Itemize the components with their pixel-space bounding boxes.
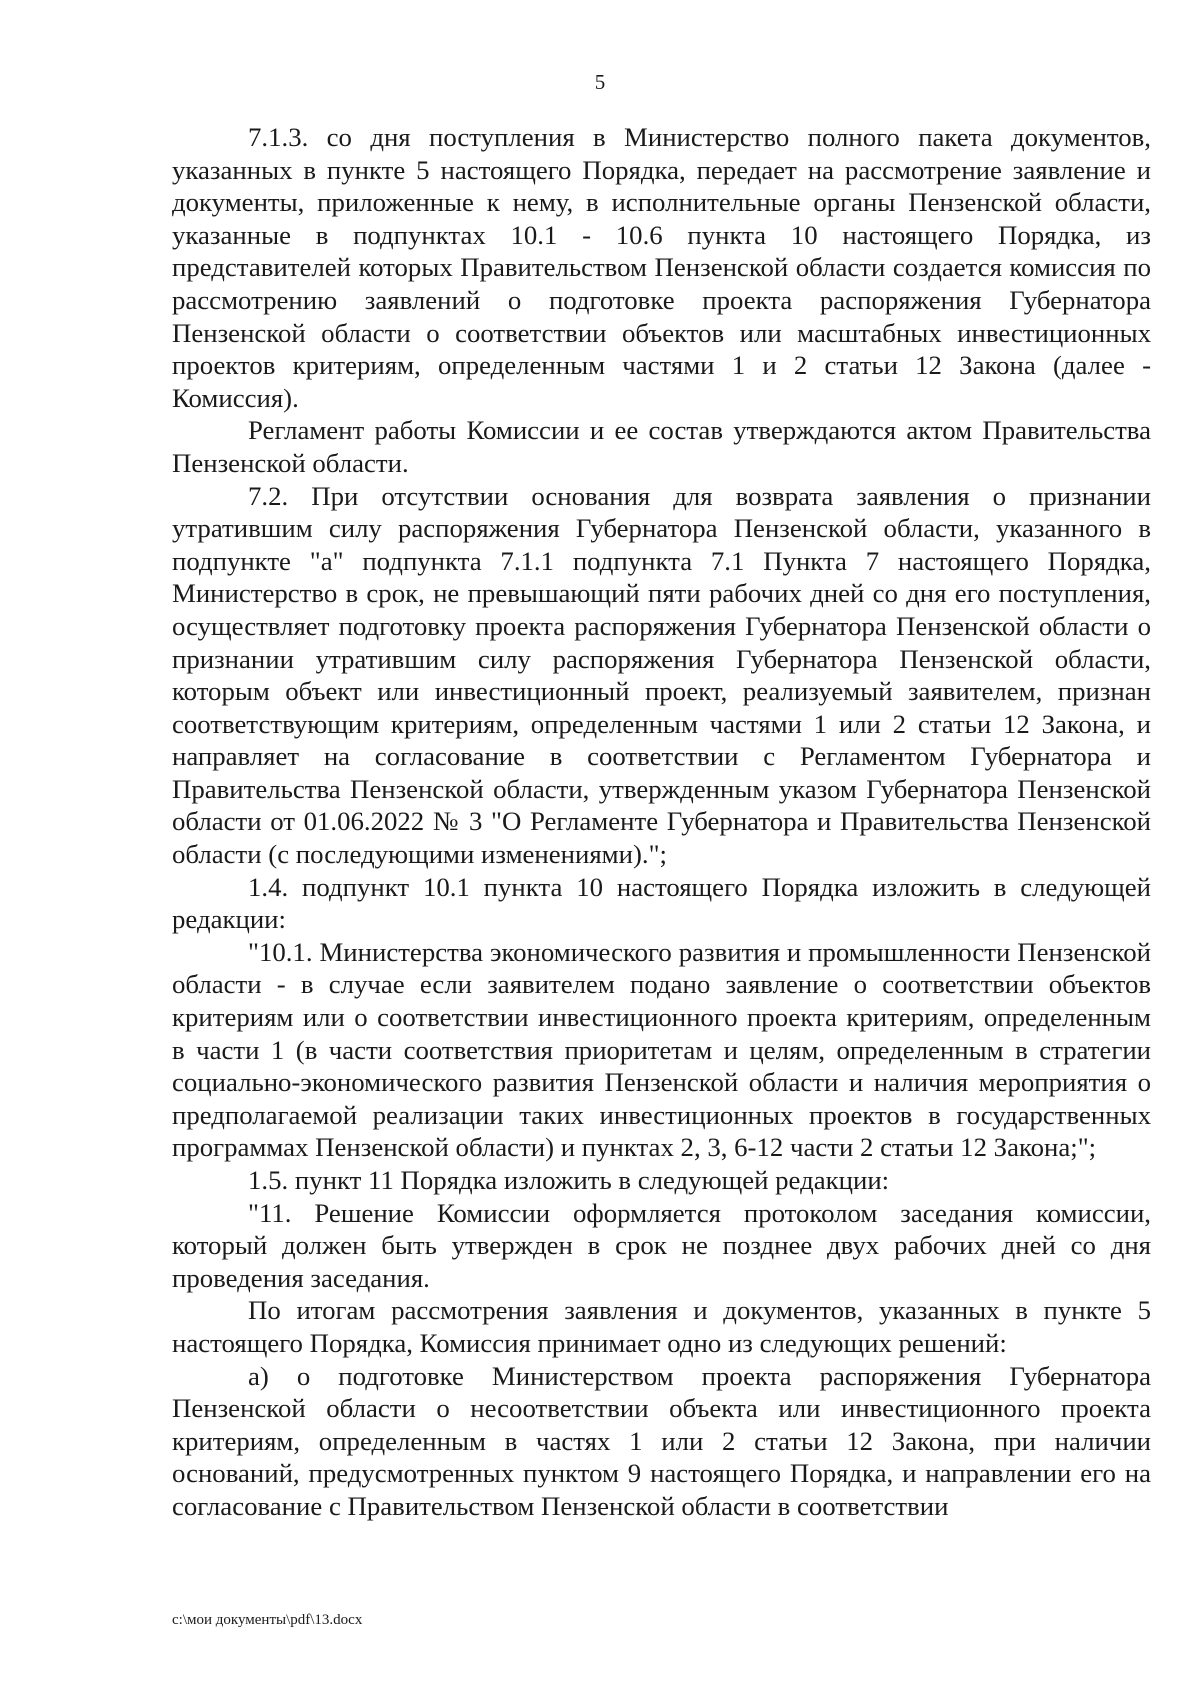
paragraph-7-1-3: 7.1.3. со дня поступления в Министерство полного пакета документов, указанных в пункте 5 настоящего Порядка, передает на рассмотрение заявление и документы, приложенные к нему, в исполнительные органы Пензенской области, указанные в подпунктах 10.1 - 10.6 пункта 10 настоящего Порядка, из представителей которых Правительством Пензенской области создается комиссия по рассмотрению заявлений о подготовке проекта распоряжения Губернатора Пензенской области о соответствии объектов или масштабных инвестиционных проектов критериям, определенным частями 1 и 2 статьи 12 Закона (далее - Комиссия).: [172, 122, 1151, 413]
paragraph-decision-a: а) о подготовке Министерством проекта распоряжения Губернатора Пензенской области о несоответствии объекта или инвестиционного проекта критериям, определенным в частях 1 или 2 статьи 12 Закона, при наличии оснований, предусмотренных пунктом 9 настоящего Порядка, и направлении его на согласование с Правительством Пензенской области в соответствии: [172, 1360, 1151, 1521]
footer-file-path: c:\мои документы\pdf\13.docx: [172, 1612, 363, 1628]
paragraph-11: "11. Решение Комиссии оформляется протоколом заседания комиссии, который должен быть утвержден в срок не позднее двух рабочих дней со дня проведения заседания.: [172, 1197, 1151, 1293]
paragraph-results: По итогам рассмотрения заявления и документов, указанных в пункте 5 настоящего Порядка, Комиссия принимает одно из следующих решений:: [172, 1295, 1151, 1358]
paragraph-1-5: 1.5. пункт 11 Порядка изложить в следующей редакции:: [248, 1165, 890, 1195]
page-number: 5: [594, 70, 606, 94]
paragraph-commission-regulation: Регламент работы Комиссии и ее состав утверждаются актом Правительства Пензенской области.: [172, 415, 1151, 478]
document-body: [172, 121, 1151, 1523]
paragraph-7-2: 7.2. При отсутствии основания для возврата заявления о признании утратившим силу распоряжения Губернатора Пензенской области, указанного в подпункте "а" подпункта 7.1.1 подпункта 7.1 Пункта 7 настоящего Порядка, Министерство в срок, не превышающий пяти рабочих дней со дня его поступления, осуществляет подготовку проекта распоряжения Губернатора Пензенской области о признании утратившим силу распоряжения Губернатора Пензенской области, которым объект или инвестиционный проект, реализуемый заявителем, признан соответствующим критериям, определенным частями 1 или 2 статьи 12 Закона, и направляет на согласование в соответствии с Регламентом Губернатора и Правительства Пензенской области, утвержденным указом Губернатора Пензенской области от 01.06.2022 № 3 "О Регламенте Губернатора и Правительства Пензенской области (с последующими изменениями).";: [172, 480, 1151, 870]
paragraph-1-4: 1.4. подпункт 10.1 пункта 10 настоящего Порядка изложить в следующей редакции:: [172, 871, 1151, 935]
paragraph-10-1: "10.1. Министерства экономического развития и промышленности Пензенской области - в случае если заявителем подано заявление о соответствии объектов критериям или о соответствии инвестиционного проекта критериям, определенным в части 1 (в части соответствия приоритетам и целям, определенным в стратегии социально-экономического развития Пензенской области и наличия мероприятия о предполагаемой реализации таких инвестиционных проектов в государственных программах Пензенской области) и пунктах 2, 3, 6-12 части 2 статьи 12 Закона;";: [172, 936, 1151, 1163]
